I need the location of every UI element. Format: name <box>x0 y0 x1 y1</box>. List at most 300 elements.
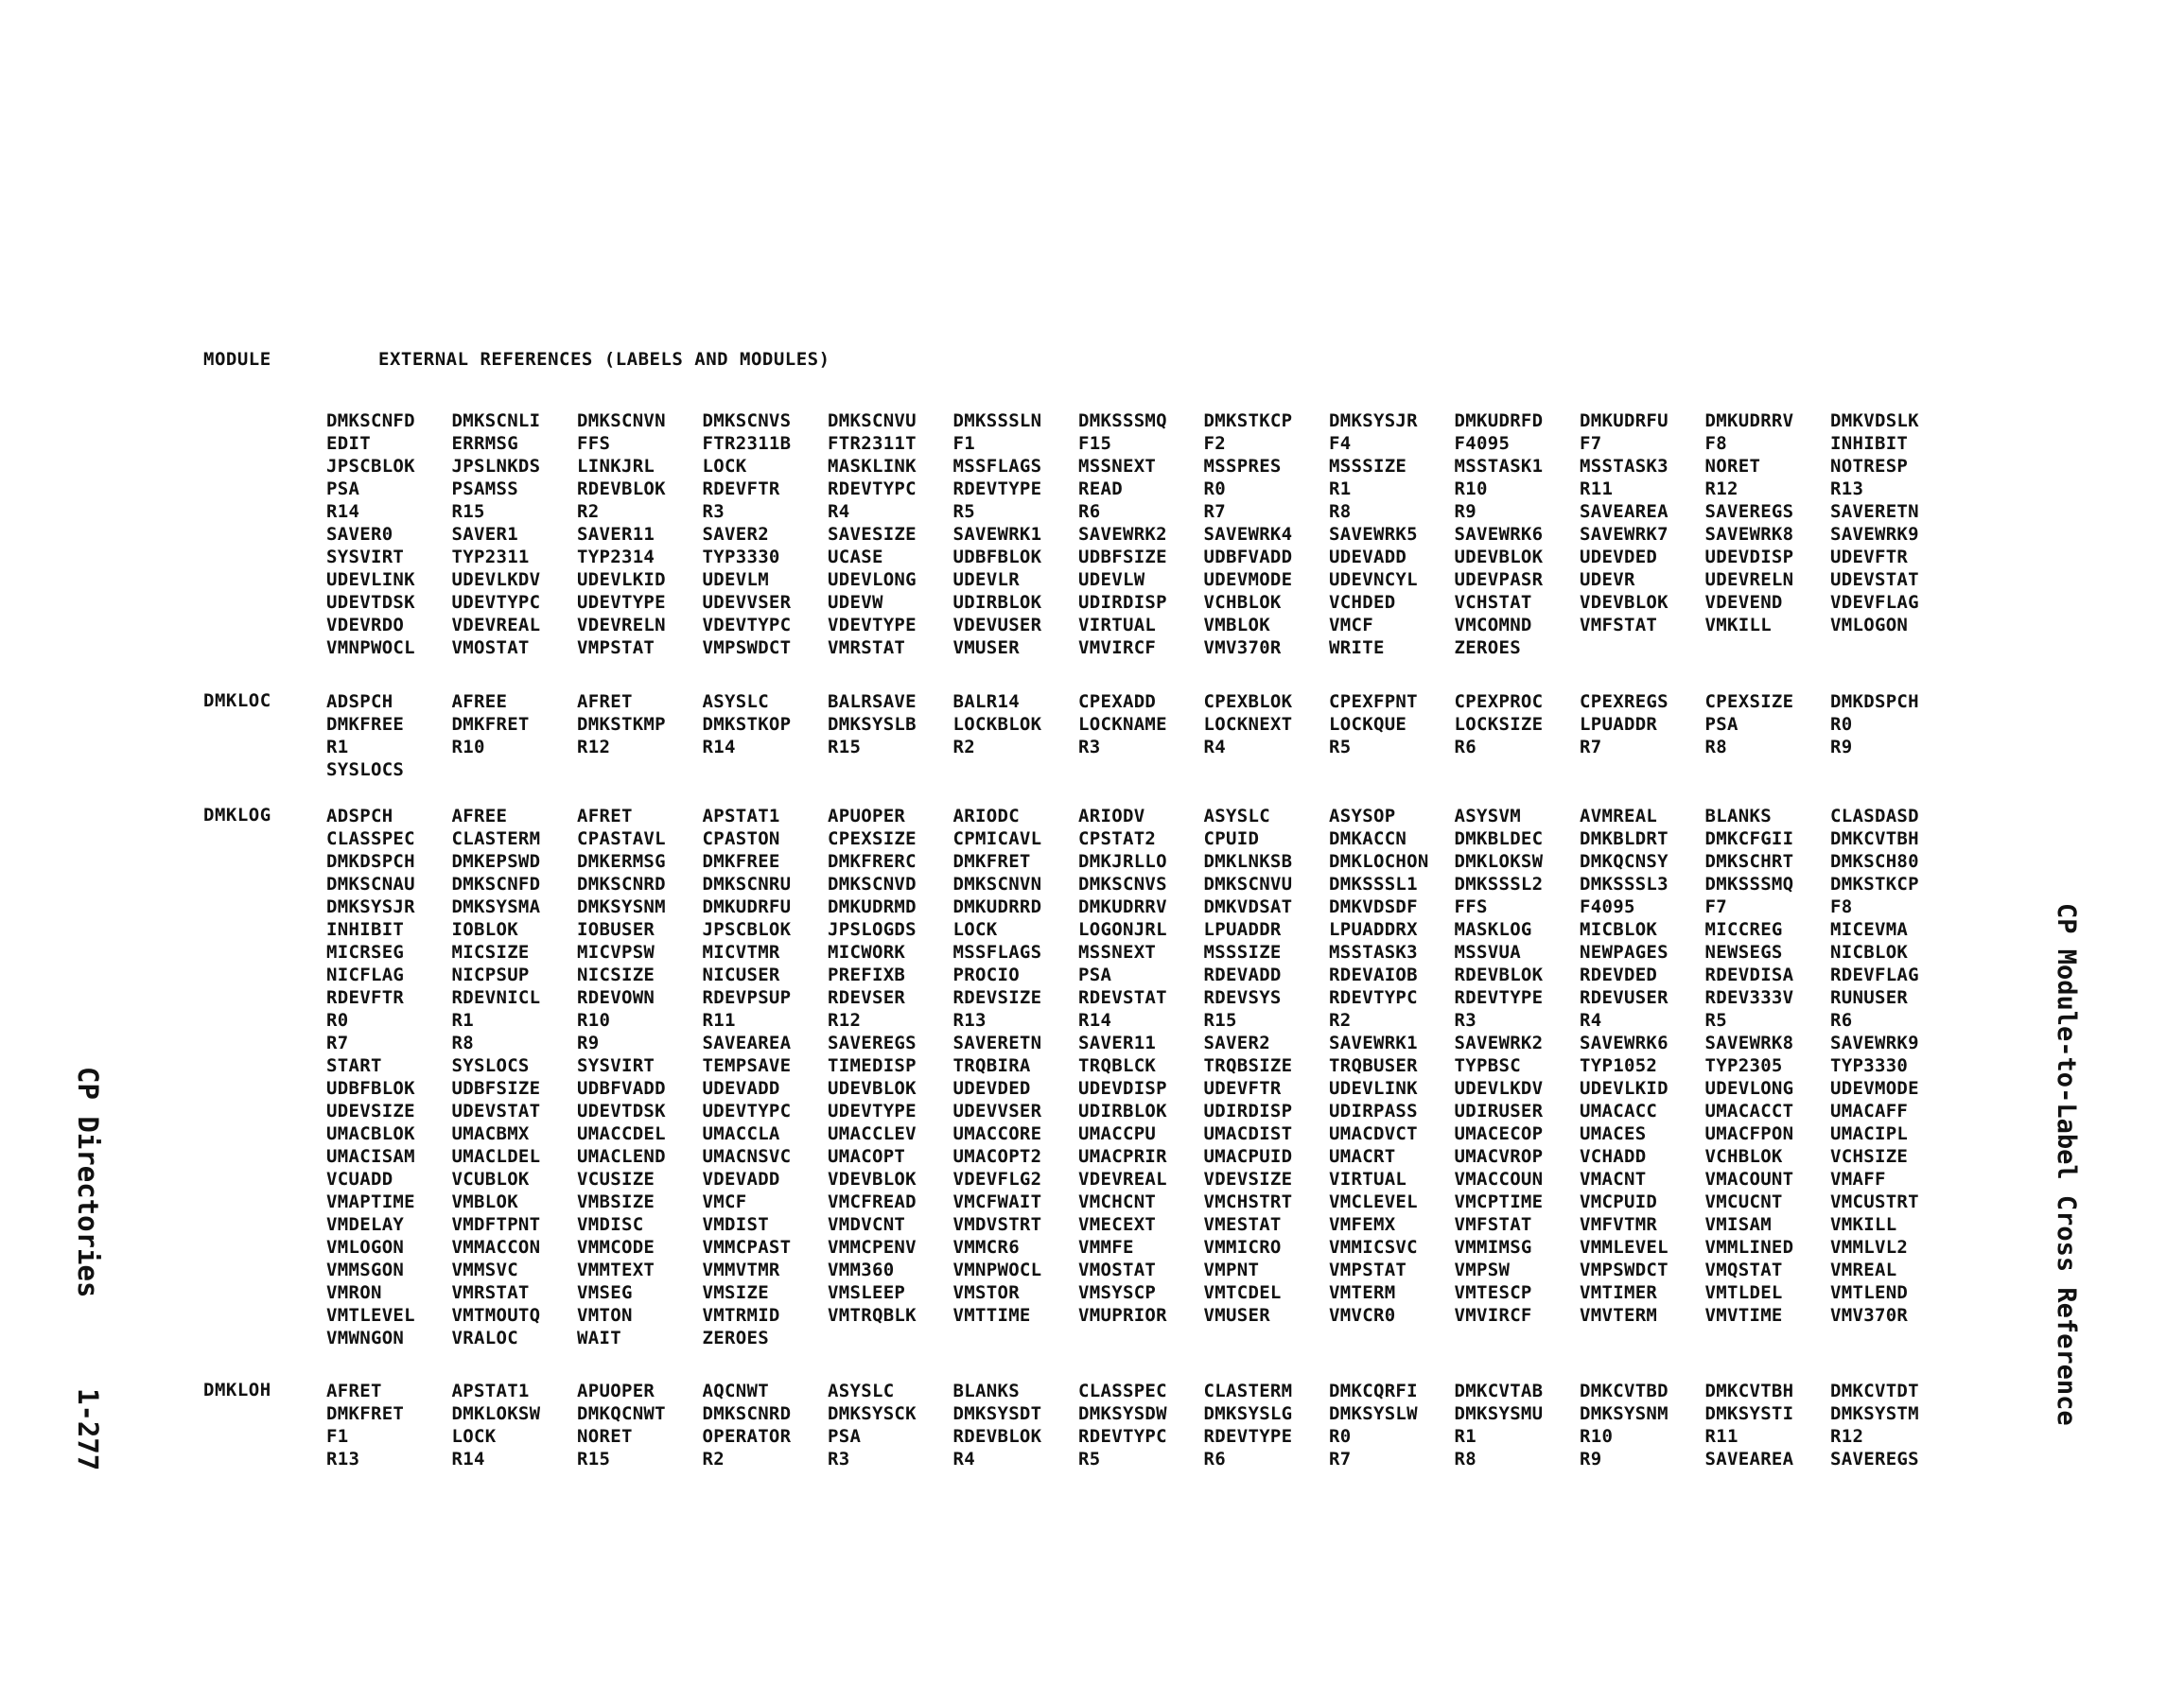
reference-label: VMTERM <box>1329 1282 1396 1303</box>
reference-label: SAVEWRK5 <box>1329 524 1418 545</box>
reference-label: VMBLOK <box>1203 615 1270 635</box>
reference-label: RDEVBLOK <box>1454 965 1544 985</box>
reference-label: UDEVNCYL <box>1329 569 1418 590</box>
reference-label: DMKUDRRV <box>1078 896 1167 917</box>
reference-label: DMKSSSLN <box>952 410 1042 431</box>
reference-label: UMACPRIR <box>1078 1146 1167 1167</box>
reference-label: UDBFBLOK <box>326 1078 415 1099</box>
reference-label: SAVEWRK2 <box>1078 524 1167 545</box>
reference-label: UDEVR <box>1580 569 1635 590</box>
reference-label: VMDFTPNT <box>451 1214 541 1235</box>
reference-label: VMMCR6 <box>952 1237 1020 1258</box>
reference-label: MSSSIZE <box>1203 942 1282 963</box>
reference-label: INHIBIT <box>1830 433 1909 454</box>
reference-label: DMKSCH80 <box>1830 851 1919 872</box>
reference-label: VCHSTAT <box>1454 592 1532 613</box>
reference-label: TYP1052 <box>1580 1055 1658 1076</box>
reference-label: RDEVAIOB <box>1329 965 1418 985</box>
reference-label: VDEVTYPE <box>828 615 917 635</box>
reference-label: MICVTMR <box>702 942 780 963</box>
reference-label: UMACIPL <box>1830 1123 1909 1144</box>
reference-label: APSTAT1 <box>702 806 780 826</box>
reference-label: VMMSVC <box>451 1260 518 1280</box>
reference-label: VMMVTMR <box>702 1260 780 1280</box>
reference-label: DMKSTKCP <box>1830 874 1919 895</box>
reference-label: BALRSAVE <box>828 691 917 712</box>
reference-label: MSSTASK1 <box>1454 456 1544 477</box>
reference-label: DMKERMSG <box>577 851 666 872</box>
reference-label: CPMICAVL <box>952 828 1042 849</box>
reference-label: SAVEWRK6 <box>1580 1033 1669 1053</box>
reference-label: DMKUDRFD <box>1454 410 1544 431</box>
reference-label: PSA <box>1078 965 1112 985</box>
references-column-header: EXTERNAL REFERENCES (LABELS AND MODULES) <box>378 349 830 370</box>
reference-label: VCUBLOK <box>451 1169 530 1190</box>
reference-label: R7 <box>326 1033 349 1053</box>
reference-label: R14 <box>326 501 360 522</box>
reference-label: DMKSCNLI <box>451 410 541 431</box>
reference-label: DMKSYSLG <box>1203 1403 1293 1424</box>
reference-label: VMWNGON <box>326 1328 405 1348</box>
reference-label: VMACNT <box>1580 1169 1647 1190</box>
reference-label: R0 <box>1830 714 1853 735</box>
reference-label: NICSIZE <box>577 965 655 985</box>
reference-label: UDEVFTR <box>1203 1078 1282 1099</box>
reference-label: RDEVTYPE <box>1203 1426 1293 1447</box>
reference-label: MICEVMA <box>1830 919 1909 940</box>
reference-label: VMMICRO <box>1203 1237 1282 1258</box>
reference-label: TYP2311 <box>451 547 530 567</box>
reference-label: NICFLAG <box>326 965 405 985</box>
reference-label: VMDVSTRT <box>952 1214 1042 1235</box>
reference-label: R7 <box>1329 1449 1352 1470</box>
reference-label: DMKSCHRT <box>1704 851 1794 872</box>
reference-label: RDEVFTR <box>326 987 405 1008</box>
reference-label: CPASTON <box>702 828 780 849</box>
reference-label: R14 <box>451 1449 485 1470</box>
reference-label: UDEVSIZE <box>326 1101 415 1122</box>
reference-label: UMACDVCT <box>1329 1123 1418 1144</box>
reference-label: VMSYSCP <box>1078 1282 1157 1303</box>
reference-label: RDEVSTAT <box>1078 987 1167 1008</box>
reference-label: VMCF <box>1329 615 1373 635</box>
reference-label: RDEVUSER <box>1580 987 1669 1008</box>
reference-label: VDEVADD <box>702 1169 780 1190</box>
reference-label: UDBFVADD <box>1203 547 1293 567</box>
reference-label: CPUID <box>1203 828 1260 849</box>
reference-label: R2 <box>952 737 975 757</box>
reference-label: ASYSLC <box>828 1381 895 1401</box>
reference-label: ADSPCH <box>326 691 393 712</box>
reference-label: R2 <box>1329 1010 1352 1031</box>
reference-label: AFREE <box>451 806 508 826</box>
reference-label: UMACRT <box>1329 1146 1396 1167</box>
reference-label: DMKLOKSW <box>1454 851 1544 872</box>
reference-label: VMVIRCF <box>1454 1305 1532 1326</box>
reference-label: VMUSER <box>1203 1305 1270 1326</box>
reference-grid <box>326 690 1956 781</box>
reference-label: VMRSTAT <box>828 637 906 658</box>
reference-label: R4 <box>1203 737 1226 757</box>
reference-label: R7 <box>1203 501 1226 522</box>
reference-label: SAVEWRK1 <box>1329 1033 1418 1053</box>
reference-label: APSTAT1 <box>451 1381 530 1401</box>
reference-label: UMACACC <box>1580 1101 1658 1122</box>
reference-label: R11 <box>702 1010 736 1031</box>
reference-label: LOCK <box>952 919 998 940</box>
reference-label: R14 <box>702 737 736 757</box>
reference-label: FFS <box>1454 896 1488 917</box>
reference-label: DMKSCNFD <box>326 410 415 431</box>
reference-label: ZEROES <box>702 1328 769 1348</box>
reference-label: UMACAFF <box>1830 1101 1909 1122</box>
reference-label: VMRON <box>326 1282 382 1303</box>
reference-label: RDEVNICL <box>451 987 541 1008</box>
reference-label: UDEVPASR <box>1454 569 1544 590</box>
reference-label: UDIRBLOK <box>952 592 1042 613</box>
reference-label: MSSSIZE <box>1329 456 1407 477</box>
reference-label: VMMCPAST <box>702 1237 792 1258</box>
reference-label: NOTRESP <box>1830 456 1909 477</box>
reference-label: DMKSYSDT <box>952 1403 1042 1424</box>
reference-label: R5 <box>1329 737 1352 757</box>
reference-label: UDEVADD <box>1329 547 1407 567</box>
reference-label: TRQBSIZE <box>1203 1055 1293 1076</box>
reference-label: UDBFVADD <box>577 1078 666 1099</box>
reference-label: INHIBIT <box>326 919 405 940</box>
reference-label: R6 <box>1830 1010 1853 1031</box>
reference-label: WRITE <box>1329 637 1385 658</box>
reference-label: TRQBIRA <box>952 1055 1031 1076</box>
reference-label: NICPSUP <box>451 965 530 985</box>
reference-label: UDEVBLOK <box>1454 547 1544 567</box>
reference-label: R8 <box>1454 1449 1476 1470</box>
reference-label: R0 <box>326 1010 349 1031</box>
reference-label: ASYSLC <box>702 691 769 712</box>
reference-label: VDEVBLOK <box>828 1169 917 1190</box>
reference-label: AFRET <box>326 1381 382 1401</box>
reference-label: R12 <box>577 737 611 757</box>
reference-label: CPEXREGS <box>1580 691 1669 712</box>
reference-label: VMSIZE <box>702 1282 769 1303</box>
reference-label: CLASTERM <box>1203 1381 1293 1401</box>
reference-label: F4095 <box>1454 433 1511 454</box>
reference-label: ZEROES <box>1454 637 1521 658</box>
reference-label: MSSPRES <box>1203 456 1282 477</box>
reference-label: VMTIMER <box>1580 1282 1658 1303</box>
reference-label: VMAPTIME <box>326 1191 415 1212</box>
reference-label: R8 <box>1329 501 1352 522</box>
reference-label: UDEVLM <box>702 569 769 590</box>
reference-label: R13 <box>1830 478 1864 499</box>
reference-label: VMBSIZE <box>577 1191 655 1212</box>
reference-label: DMKEPSWD <box>451 851 541 872</box>
reference-label: VDEVREAL <box>1078 1169 1167 1190</box>
reference-label: VMVCR0 <box>1329 1305 1396 1326</box>
reference-label: R3 <box>1078 737 1101 757</box>
module-column-header: MODULE <box>203 349 271 370</box>
reference-label: APUOPER <box>577 1381 655 1401</box>
reference-label: RDEVTYPE <box>1454 987 1544 1008</box>
reference-label: DMKSCNVN <box>577 410 666 431</box>
reference-label: VMMIMSG <box>1454 1237 1532 1258</box>
reference-label: VDEVBLOK <box>1580 592 1669 613</box>
reference-label: R11 <box>1704 1426 1738 1447</box>
reference-label: LOGONJRL <box>1078 919 1167 940</box>
reference-label: MASKLINK <box>828 456 917 477</box>
reference-label: R11 <box>1580 478 1614 499</box>
reference-label: R13 <box>952 1010 987 1031</box>
reference-label: VMFSTAT <box>1454 1214 1532 1235</box>
reference-label: CPEXADD <box>1078 691 1157 712</box>
reference-label: ASYSLC <box>1203 806 1270 826</box>
reference-label: JPSCBLOK <box>326 456 415 477</box>
reference-label: UDEVRELN <box>1704 569 1794 590</box>
reference-label: VMCFREAD <box>828 1191 917 1212</box>
reference-label: VMDIST <box>702 1214 769 1235</box>
reference-label: R14 <box>1078 1010 1112 1031</box>
reference-label: R3 <box>702 501 725 522</box>
reference-label: UMACOPT2 <box>952 1146 1042 1167</box>
reference-label: UDEVTDSK <box>577 1101 666 1122</box>
reference-label: R15 <box>828 737 862 757</box>
reference-label: OPERATOR <box>702 1426 792 1447</box>
reference-label: R8 <box>451 1033 474 1053</box>
reference-label: TRQBLCK <box>1078 1055 1157 1076</box>
reference-label: NICBLOK <box>1830 942 1909 963</box>
reference-label: MICCREG <box>1704 919 1783 940</box>
reference-label: DMKDSPCH <box>1830 691 1919 712</box>
reference-label: TIMEDISP <box>828 1055 917 1076</box>
reference-label: DMKSYSCK <box>828 1403 917 1424</box>
reference-label: DMKUDRRD <box>952 896 1042 917</box>
reference-label: DMKVDSAT <box>1203 896 1293 917</box>
reference-label: SAVERETN <box>952 1033 1042 1053</box>
reference-label: CPEXBLOK <box>1203 691 1293 712</box>
reference-label: R2 <box>577 501 600 522</box>
reference-label: UDEVW <box>828 592 883 613</box>
reference-label: R12 <box>1704 478 1738 499</box>
reference-label: UMACCDEL <box>577 1123 666 1144</box>
reference-label: MSSFLAGS <box>952 942 1042 963</box>
reference-label: LOCKNEXT <box>1203 714 1293 735</box>
reference-label: RDEVTYPC <box>1078 1426 1167 1447</box>
reference-label: UDEVLKID <box>1580 1078 1669 1099</box>
reference-label: SAVER0 <box>326 524 393 545</box>
reference-label: VMMSGON <box>326 1260 405 1280</box>
reference-label: VMCHSTRT <box>1203 1191 1293 1212</box>
reference-label: UDEVMODE <box>1203 569 1293 590</box>
reference-label: DMKSCNFD <box>451 874 541 895</box>
reference-label: VMTRQBLK <box>828 1305 917 1326</box>
reference-label: DMKUDRFU <box>702 896 792 917</box>
reference-label: TYP3330 <box>1830 1055 1909 1076</box>
reference-label: DMKCVTBD <box>1580 1381 1669 1401</box>
reference-label: VMMCPENV <box>828 1237 917 1258</box>
reference-label: MSSTASK3 <box>1580 456 1669 477</box>
reference-label: DMKFREE <box>702 851 780 872</box>
reference-label: VMMTEXT <box>577 1260 655 1280</box>
reference-label: UMACCLEV <box>828 1123 917 1144</box>
reference-label: UMACBLOK <box>326 1123 415 1144</box>
reference-label: F8 <box>1704 433 1727 454</box>
reference-label: R7 <box>1580 737 1602 757</box>
reference-label: DMKSSSL3 <box>1580 874 1669 895</box>
reference-label: DMKCFGII <box>1704 828 1794 849</box>
reference-label: DMKSSSMQ <box>1078 410 1167 431</box>
reference-label: FTR2311B <box>702 433 792 454</box>
reference-label: VMTCDEL <box>1203 1282 1282 1303</box>
reference-label: DMKCVTDT <box>1830 1381 1919 1401</box>
reference-label: VMCFWAIT <box>952 1191 1042 1212</box>
reference-label: SAVEWRK9 <box>1830 524 1919 545</box>
reference-label: CPSTAT2 <box>1078 828 1157 849</box>
reference-label: VMOSTAT <box>451 637 530 658</box>
reference-label: UMACLDEL <box>451 1146 541 1167</box>
reference-label: DMKFRERC <box>828 851 917 872</box>
reference-label: UDIRUSER <box>1454 1101 1544 1122</box>
reference-label: UMACDIST <box>1203 1123 1293 1144</box>
reference-label: DMKSYSMA <box>451 896 541 917</box>
reference-label: MICSIZE <box>451 942 530 963</box>
reference-label: VMCUSTRT <box>1830 1191 1919 1212</box>
reference-label: R10 <box>1580 1426 1614 1447</box>
reference-label: UDIRBLOK <box>1078 1101 1167 1122</box>
reference-label: START <box>326 1055 382 1076</box>
reference-label: DMKUDRRV <box>1704 410 1794 431</box>
reference-label: VCHADD <box>1580 1146 1647 1167</box>
reference-label: RDEVDISA <box>1704 965 1794 985</box>
reference-label: SAVEREGS <box>1830 1449 1919 1470</box>
reference-label: F7 <box>1704 896 1727 917</box>
reference-label: DMKBLDEC <box>1454 828 1544 849</box>
reference-label: CLASSPEC <box>1078 1381 1167 1401</box>
reference-label: ARIODV <box>1078 806 1145 826</box>
reference-label: UMACLEND <box>577 1146 666 1167</box>
reference-label: F15 <box>1078 433 1112 454</box>
reference-label: DMKCVTAB <box>1454 1381 1544 1401</box>
reference-label: DMKSYSNM <box>577 896 666 917</box>
reference-label: MICWORK <box>828 942 906 963</box>
reference-label: F7 <box>1580 433 1602 454</box>
reference-label: F4 <box>1329 433 1352 454</box>
reference-label: UDEVLINK <box>326 569 415 590</box>
reference-label: MSSFLAGS <box>952 456 1042 477</box>
reference-label: UDEVADD <box>702 1078 780 1099</box>
reference-label: DMKQCNWT <box>577 1403 666 1424</box>
reference-label: SAVEAREA <box>1580 501 1669 522</box>
reference-label: FTR2311T <box>828 433 917 454</box>
reference-label: SAVEWRK6 <box>1454 524 1544 545</box>
reference-label: DMKVDSLK <box>1830 410 1919 431</box>
reference-label: LINKJRL <box>577 456 655 477</box>
reference-label: VMKILL <box>1704 615 1772 635</box>
reference-label: DMKSCNVS <box>702 410 792 431</box>
reference-label: PSA <box>1704 714 1738 735</box>
reference-label: VMPSWDCT <box>702 637 792 658</box>
reference-label: VCUADD <box>326 1169 393 1190</box>
reference-label: LOCK <box>702 456 747 477</box>
reference-label: R15 <box>577 1449 611 1470</box>
reference-label: SAVESIZE <box>828 524 917 545</box>
reference-label: VCHSIZE <box>1830 1146 1909 1167</box>
reference-label: DMKSTKCP <box>1203 410 1293 431</box>
reference-label: RDEVTYPE <box>952 478 1042 499</box>
reference-label: VMPSTAT <box>1329 1260 1407 1280</box>
reference-label: VMCOMND <box>1454 615 1532 635</box>
reference-label: DMKSCNVS <box>1078 874 1167 895</box>
reference-label: DMKSYSJR <box>1329 410 1418 431</box>
reference-label: R4 <box>828 501 850 522</box>
reference-label: DMKSYSTM <box>1830 1403 1919 1424</box>
reference-label: NICUSER <box>702 965 780 985</box>
reference-label: DMKSCNRU <box>702 874 792 895</box>
reference-label: DMKCVTBH <box>1830 828 1919 849</box>
reference-label: IOBLOK <box>451 919 518 940</box>
left-margin-title: CP Directories <box>72 1067 104 1298</box>
reference-label: VDEVRELN <box>577 615 666 635</box>
reference-label: DMKUDRMD <box>828 896 917 917</box>
reference-label: UMACOPT <box>828 1146 906 1167</box>
reference-label: VDEVFLAG <box>1830 592 1919 613</box>
reference-label: DMKSYSLB <box>828 714 917 735</box>
reference-label: LOCKBLOK <box>952 714 1042 735</box>
reference-label: LPUADDR <box>1203 919 1282 940</box>
reference-label: R5 <box>952 501 975 522</box>
reference-label: VMRSTAT <box>451 1282 530 1303</box>
reference-label: CLASDASD <box>1830 806 1919 826</box>
reference-label: R6 <box>1454 737 1476 757</box>
reference-label: SAVEWRK8 <box>1704 1033 1794 1053</box>
reference-label: ASYSVM <box>1454 806 1521 826</box>
reference-label: VMISAM <box>1704 1214 1772 1235</box>
reference-label: UDEVVSER <box>952 1101 1042 1122</box>
module-name: DMKLOH <box>203 1380 271 1400</box>
reference-label: VMDELAY <box>326 1214 405 1235</box>
reference-label: NEWSEGS <box>1704 942 1783 963</box>
reference-label: DMKSCNAU <box>326 874 415 895</box>
reference-label: VMNPWOCL <box>326 637 415 658</box>
reference-label: DMKSCNVN <box>952 874 1042 895</box>
reference-label: SAVEWRK7 <box>1580 524 1669 545</box>
reference-label: EDIT <box>326 433 371 454</box>
reference-label: FFS <box>577 433 611 454</box>
reference-label: UDBFSIZE <box>451 1078 541 1099</box>
reference-label: SYSLOCS <box>326 759 405 780</box>
reference-label: VMTLEND <box>1830 1282 1909 1303</box>
reference-label: RDEV333V <box>1704 987 1794 1008</box>
reference-label: AQCNWT <box>702 1381 769 1401</box>
reference-label: ADSPCH <box>326 806 393 826</box>
reference-label: VIRTUAL <box>1078 615 1157 635</box>
reference-label: VMCPTIME <box>1454 1191 1544 1212</box>
reference-label: MICRSEG <box>326 942 405 963</box>
reference-label: APUOPER <box>828 806 906 826</box>
reference-label: R10 <box>1454 478 1488 499</box>
reference-label: MSSVUA <box>1454 942 1521 963</box>
reference-label: VMFEMX <box>1329 1214 1396 1235</box>
reference-label: UDBFSIZE <box>1078 547 1167 567</box>
reference-label: CPASTAVL <box>577 828 666 849</box>
reference-label: DMKSYSDW <box>1078 1403 1167 1424</box>
reference-label: F1 <box>952 433 975 454</box>
reference-label: BALR14 <box>952 691 1020 712</box>
reference-label: VDEVRDO <box>326 615 405 635</box>
reference-label: VMVTIME <box>1704 1305 1783 1326</box>
reference-label: VMSEG <box>577 1282 633 1303</box>
reference-label: R4 <box>952 1449 975 1470</box>
reference-label: READ <box>1078 478 1123 499</box>
